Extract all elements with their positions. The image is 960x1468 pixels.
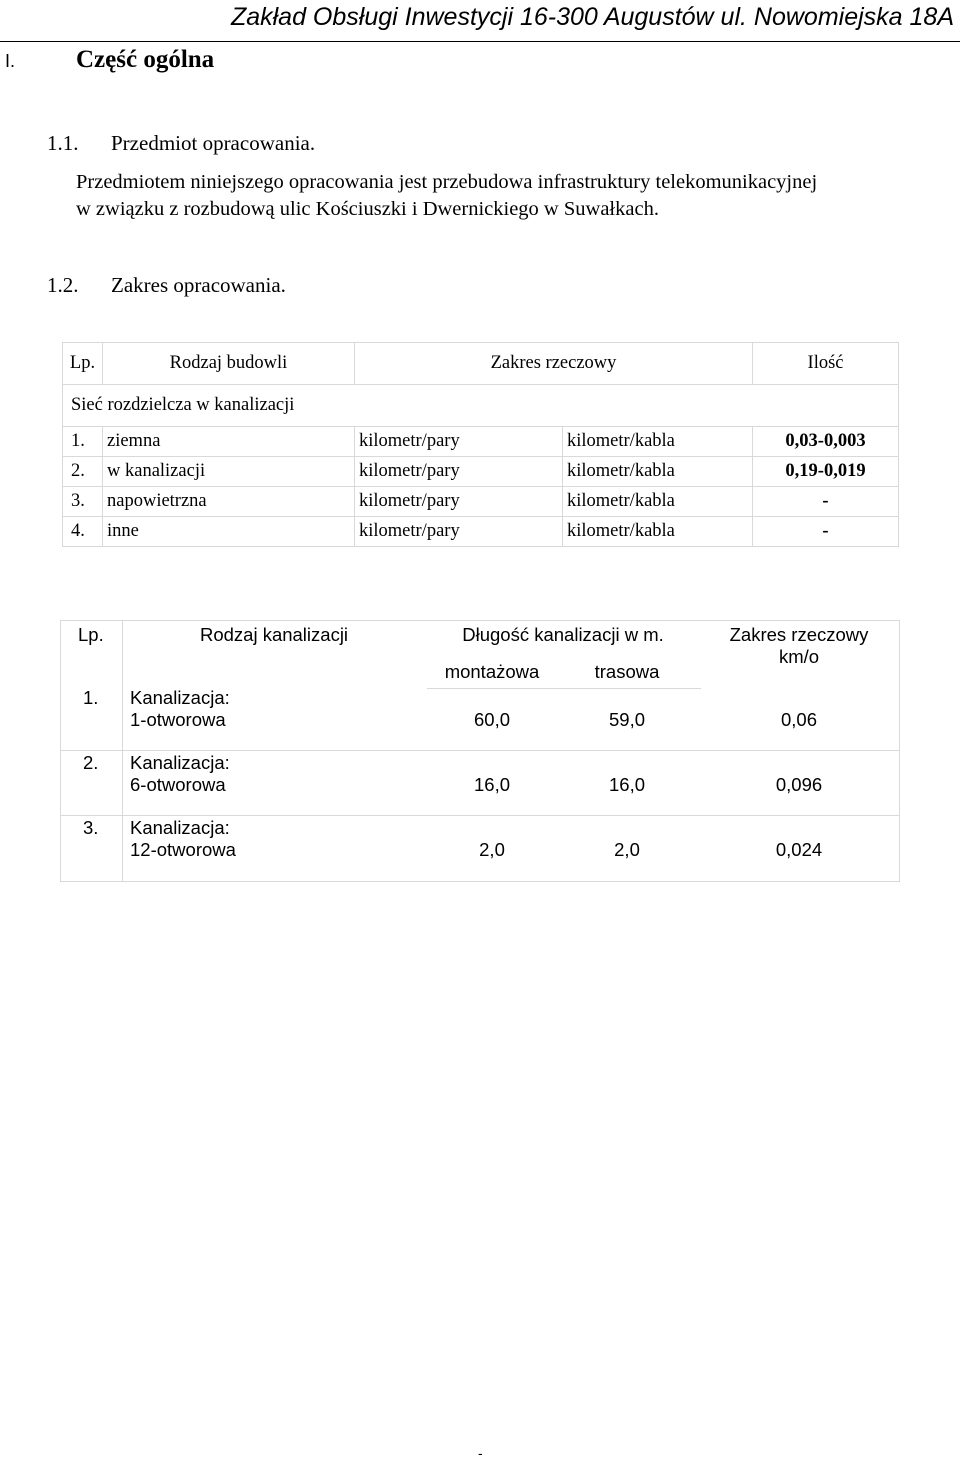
type-cell: inne xyxy=(103,517,355,547)
subsection-title: Zakres opracowania. xyxy=(111,273,286,297)
lp-cell: 1. xyxy=(63,427,103,457)
paragraph-line: Przedmiotem niniejszego opracowania jest przebudowa infrastruktury telekomunikacyjnej xyxy=(76,171,818,193)
lp-cell: 4. xyxy=(63,517,103,547)
qty-cell: 0,03-0,003 xyxy=(753,427,899,457)
unit-cell: kilometr/pary xyxy=(355,457,563,487)
unit-cell: kilometr/kabla xyxy=(563,487,753,517)
header-scope: Zakres rzeczowy xyxy=(729,624,869,645)
header-cell: Ilość xyxy=(753,343,899,385)
type-cell: ziemna xyxy=(103,427,355,457)
montazowa-cell: 60,0 xyxy=(473,709,511,730)
scope-cell: 0,06 xyxy=(780,709,818,730)
unit-cell: kilometr/pary xyxy=(355,487,563,517)
table-header-row xyxy=(63,343,899,385)
trasowa-cell: 2,0 xyxy=(614,839,640,860)
unit-cell: kilometr/kabla xyxy=(563,427,753,457)
table-row xyxy=(63,457,899,487)
header-cell: Zakres rzeczowy xyxy=(355,343,753,385)
type-cell: 6-otworowa xyxy=(130,774,226,795)
header-title: Zakład Obsługi Inwestycji 16-300 Augustów ul. Nowomiejska 18A xyxy=(230,3,954,31)
qty-cell: - xyxy=(753,517,899,547)
header-type: Rodzaj kanalizacji xyxy=(199,624,349,645)
label-cell: Kanalizacja: xyxy=(130,752,230,773)
table-row xyxy=(63,487,899,517)
trasowa-cell: 59,0 xyxy=(608,709,646,730)
trasowa-cell: 16,0 xyxy=(608,774,646,795)
header-cell: Rodzaj budowli xyxy=(103,343,355,385)
qty-cell: - xyxy=(753,487,899,517)
subsection-number: 1.2. xyxy=(47,273,79,297)
footer-mark: - xyxy=(478,1445,483,1461)
grid-line xyxy=(427,688,701,689)
header-length: Długość kanalizacji w m. xyxy=(462,624,664,645)
grid-line xyxy=(61,750,899,751)
subsection-1-1 xyxy=(47,130,315,156)
lp-cell: 2. xyxy=(63,457,103,487)
montazowa-cell: 2,0 xyxy=(479,839,505,860)
scope-cell: 0,096 xyxy=(775,774,823,795)
subsection-1-2 xyxy=(47,272,286,298)
unit-cell: kilometr/pary xyxy=(355,517,563,547)
montazowa-cell: 16,0 xyxy=(473,774,511,795)
lp-cell: 1. xyxy=(83,687,99,708)
table-row xyxy=(63,427,899,457)
conduit-table xyxy=(60,620,900,882)
table-section-row xyxy=(63,385,899,427)
subsection-title: Przedmiot opracowania. xyxy=(111,131,316,155)
type-cell: 1-otworowa xyxy=(130,709,226,730)
lp-cell: 3. xyxy=(83,817,99,838)
label-cell: Kanalizacja: xyxy=(130,687,230,708)
header-scope-unit: km/o xyxy=(778,646,820,667)
qty-cell: 0,19-0,019 xyxy=(753,457,899,487)
subsection-number: 1.1. xyxy=(47,131,79,155)
page-header xyxy=(0,0,960,42)
lp-cell: 3. xyxy=(63,487,103,517)
unit-cell: kilometr/kabla xyxy=(563,457,753,487)
section-title: Część ogólna xyxy=(76,46,215,73)
header-montazowa: montażowa xyxy=(444,661,540,682)
type-cell: 12-otworowa xyxy=(130,839,236,860)
scope-table xyxy=(62,342,899,547)
unit-cell: kilometr/pary xyxy=(355,427,563,457)
grid-line xyxy=(122,621,123,881)
paragraph xyxy=(76,169,946,223)
grid-line xyxy=(61,815,899,816)
section-number: I. xyxy=(5,51,16,71)
label-cell: Kanalizacja: xyxy=(130,817,230,838)
type-cell: napowietrzna xyxy=(103,487,355,517)
header-cell: Lp. xyxy=(63,343,103,385)
section-label: Sieć rozdzielcza w kanalizacji xyxy=(63,385,899,427)
table-row xyxy=(63,517,899,547)
scope-cell: 0,024 xyxy=(775,839,823,860)
type-cell: w kanalizacji xyxy=(103,457,355,487)
unit-cell: kilometr/kabla xyxy=(563,517,753,547)
lp-cell: 2. xyxy=(83,752,99,773)
header-lp: Lp. xyxy=(78,624,104,645)
header-trasowa: trasowa xyxy=(594,661,660,682)
paragraph-line: w związku z rozbudową ulic Kościuszki i Dwernickiego w Suwałkach. xyxy=(76,198,659,220)
